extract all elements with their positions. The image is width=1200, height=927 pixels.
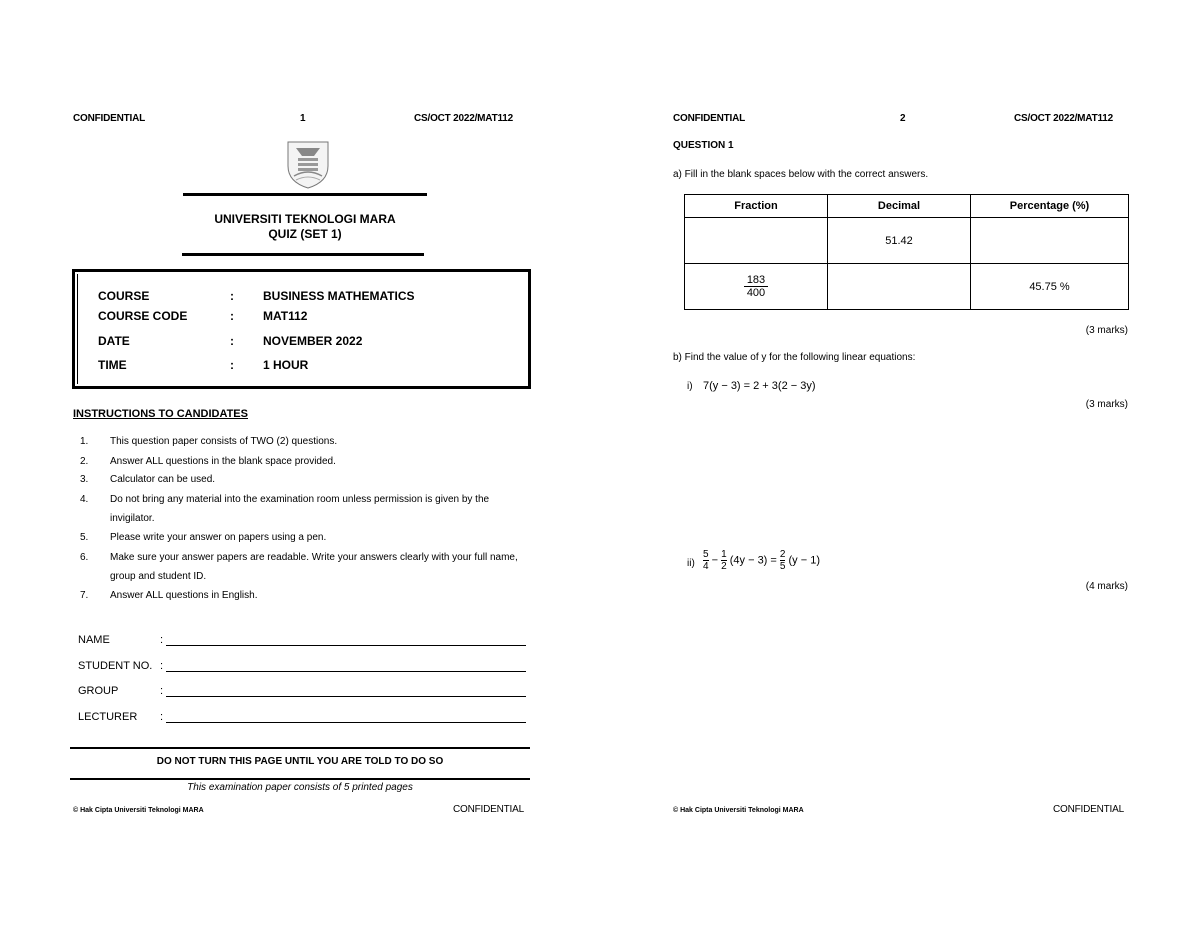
time-label: TIME (98, 358, 127, 372)
table-row (685, 218, 1129, 264)
cell-percentage: 45.75 % (971, 264, 1129, 310)
page-number: 2 (900, 113, 906, 124)
col-percentage-header: Percentage (%) (971, 195, 1129, 218)
lecturer-label: LECTURER (78, 711, 138, 723)
warning-text: DO NOT TURN THIS PAGE UNTIL YOU ARE TOLD TO DO SO (156, 756, 444, 767)
instruction-text: Do not bring any material into the examination room unless permission is given by the invigilator. (110, 494, 490, 524)
group-field[interactable] (78, 685, 538, 701)
instruction-number: 2. (80, 456, 89, 467)
numerator: 1 (721, 549, 727, 560)
marks-part-b-i: (3 marks) (1085, 399, 1128, 410)
fraction-numerator: 183 (744, 274, 768, 287)
part-a-prompt: a) Fill in the blank spaces below with the correct answers. (673, 169, 929, 180)
table-header-row (685, 195, 1129, 218)
lecturer-field[interactable] (78, 711, 538, 727)
instruction-item (80, 490, 540, 528)
cell-fraction (685, 264, 828, 310)
instruction-number: 4. (80, 494, 89, 505)
cell-decimal-blank[interactable] (828, 264, 971, 310)
cell-percentage-blank[interactable] (971, 218, 1129, 264)
time-value: 1 HOUR (263, 358, 309, 372)
footer-confidential: CONFIDENTIAL (453, 804, 524, 815)
instruction-text: Answer ALL questions in the blank space provided. (110, 456, 336, 467)
course-code-colon: : (230, 309, 234, 323)
lecturer-blank-line[interactable] (166, 722, 526, 723)
numerator: 2 (779, 549, 786, 560)
title-rule-top (183, 193, 427, 196)
marks-part-b-ii: (4 marks) (1085, 581, 1128, 592)
numerator: 5 (703, 549, 709, 560)
course-info-box-inner-line (77, 274, 78, 384)
student-no-blank-line[interactable] (166, 671, 526, 672)
denominator: 4 (703, 561, 709, 572)
quiz-title: QUIZ (SET 1) (268, 227, 342, 241)
university-crest-logo (284, 138, 332, 190)
instruction-item (80, 470, 540, 489)
course-code-label: COURSE CODE (98, 309, 188, 323)
page-number: 1 (300, 113, 306, 124)
course-code-value: MAT112 (263, 309, 308, 323)
part-b-prompt: b) Find the value of y for the following linear equations: (673, 352, 916, 363)
name-field[interactable] (78, 634, 538, 650)
warning-rule-top (70, 747, 530, 749)
header-code: CS/OCT 2022/MAT112 (414, 113, 514, 124)
student-no-label: STUDENT NO. (78, 660, 153, 672)
copyright: © Hak Cipta Universiti Teknologi MARA (673, 807, 804, 814)
col-fraction-header: Fraction (685, 195, 828, 218)
eq2-end: (y − 1) (788, 554, 820, 567)
warning-rule-bottom (70, 778, 530, 780)
instruction-number: 6. (80, 552, 89, 563)
question-title: QUESTION 1 (673, 140, 734, 151)
group-label: GROUP (78, 685, 119, 697)
instruction-item (80, 528, 540, 547)
course-colon: : (230, 289, 234, 303)
col-decimal-header: Decimal (828, 195, 971, 218)
instruction-item (80, 432, 540, 451)
group-blank-line[interactable] (166, 696, 526, 697)
instruction-number: 7. (80, 590, 89, 601)
printed-pages-note: This examination paper consists of 5 printed pages (187, 782, 413, 793)
instruction-number: 5. (80, 532, 89, 543)
equation-2 (703, 549, 820, 572)
denominator: 2 (721, 561, 727, 572)
table-row (685, 264, 1129, 310)
instruction-text: Answer ALL questions in English. (110, 590, 258, 601)
field-colon: : (160, 634, 164, 646)
footer-confidential: CONFIDENTIAL (1053, 804, 1124, 815)
header-confidential: CONFIDENTIAL (673, 113, 746, 124)
header-code: CS/OCT 2022/MAT112 (1014, 113, 1114, 124)
date-label: DATE (98, 334, 130, 348)
date-value: NOVEMBER 2022 (263, 334, 363, 348)
date-colon: : (230, 334, 234, 348)
instruction-text: This question paper consists of TWO (2) questions. (110, 436, 338, 447)
page-2 (600, 0, 1200, 927)
marks-part-a: (3 marks) (1085, 325, 1128, 336)
instruction-item (80, 548, 540, 586)
instructions-title: INSTRUCTIONS TO CANDIDATES (73, 408, 248, 420)
course-value: BUSINESS MATHEMATICS (263, 289, 415, 303)
denominator: 5 (779, 561, 786, 572)
university-name: UNIVERSITI TEKNOLOGI MARA (214, 212, 396, 226)
eq2-fraction-2 (721, 549, 727, 572)
eq2-fraction-1 (703, 549, 709, 572)
instruction-number: 3. (80, 474, 89, 485)
fraction-denominator: 400 (746, 287, 766, 299)
name-blank-line[interactable] (166, 645, 526, 646)
title-rule-bottom (182, 253, 424, 256)
instruction-text: Calculator can be used. (110, 474, 216, 485)
student-no-field[interactable] (78, 660, 538, 676)
field-colon: : (160, 711, 164, 723)
eq2-label: ii) (687, 558, 695, 569)
instruction-item (80, 586, 540, 605)
cell-decimal: 51.42 (828, 218, 971, 264)
name-label: NAME (78, 634, 110, 646)
instruction-item (80, 452, 540, 471)
equation-1: 7(y − 3) = 2 + 3(2 − 3y) (703, 380, 816, 392)
eq1-label: i) (687, 381, 693, 392)
fraction-value (744, 274, 768, 299)
instruction-text: Please write your answer on papers using a pen. (110, 532, 327, 543)
instruction-number: 1. (80, 436, 89, 447)
eq2-middle: (4y − 3) = (729, 554, 777, 567)
fraction-table (684, 194, 1129, 310)
field-colon: : (160, 660, 164, 672)
time-colon: : (230, 358, 234, 372)
field-colon: : (160, 685, 164, 697)
header-confidential: CONFIDENTIAL (73, 113, 146, 124)
eq2-fraction-3 (780, 549, 786, 572)
operator: − (711, 554, 719, 567)
course-label: COURSE (98, 289, 150, 303)
cell-fraction-blank[interactable] (685, 218, 828, 264)
instruction-text: Make sure your answer papers are readable. Write your answers clearly with your full name, group and student ID. (110, 552, 518, 582)
copyright: © Hak Cipta Universiti Teknologi MARA (73, 807, 204, 814)
